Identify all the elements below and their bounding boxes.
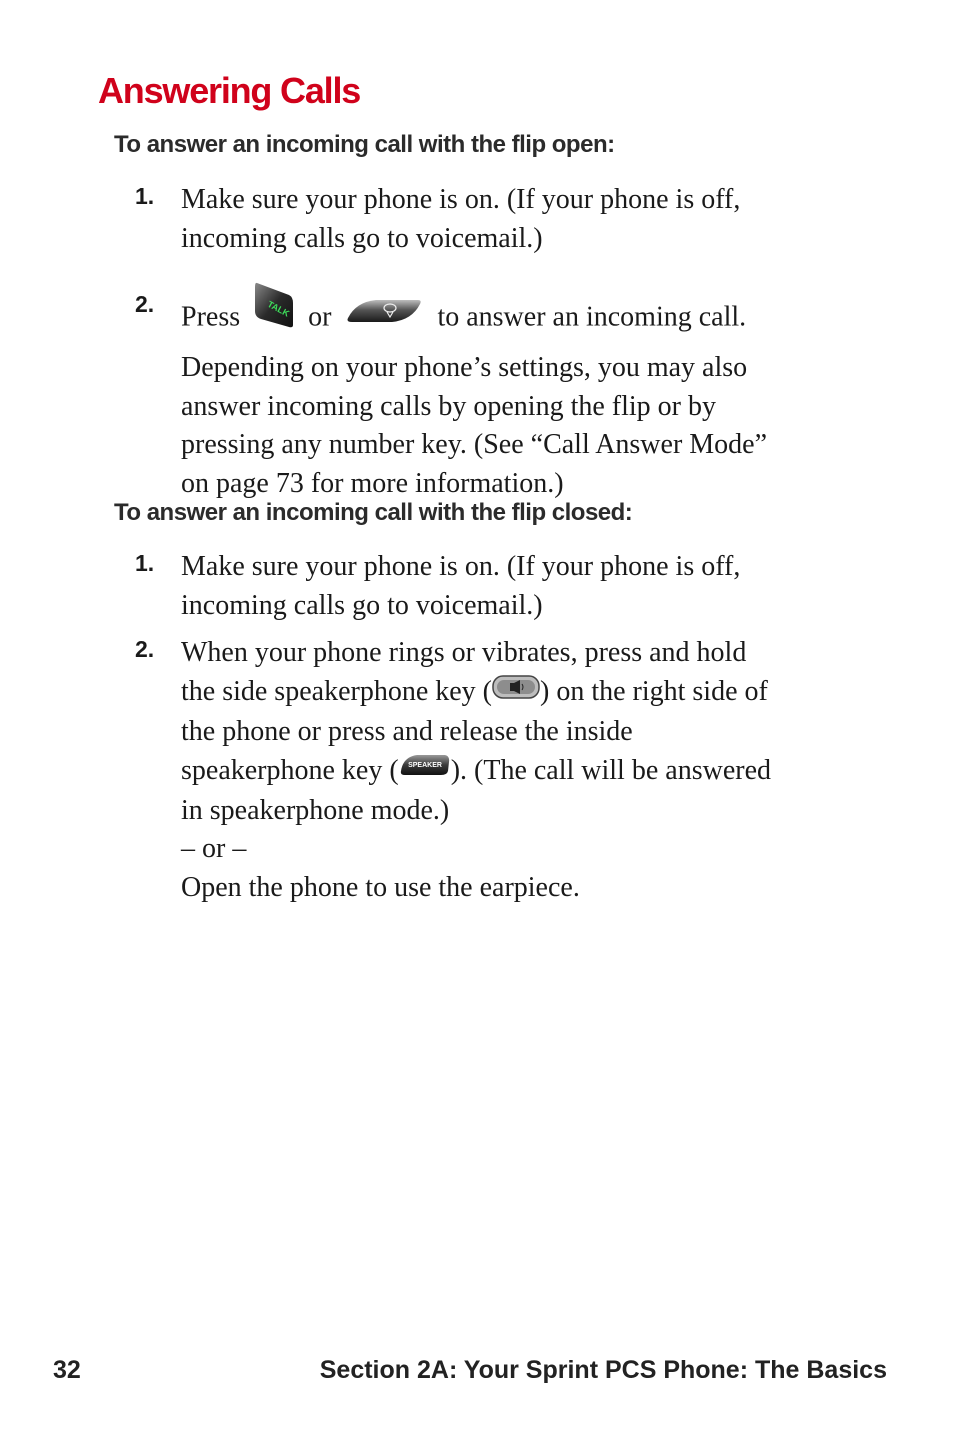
step-number: 1. bbox=[135, 183, 155, 209]
softkey-center-icon bbox=[346, 297, 422, 336]
text-line bbox=[181, 673, 881, 713]
page-title: Answering Calls bbox=[98, 70, 361, 111]
svg-text:TALK: TALK bbox=[265, 298, 292, 319]
step-number: 1. bbox=[135, 550, 155, 576]
step-text bbox=[181, 548, 881, 626]
text-segment: speakerphone key ( bbox=[181, 754, 399, 786]
svg-text:SPEAKER: SPEAKER bbox=[407, 761, 442, 769]
speaker-key-icon bbox=[399, 750, 451, 789]
text-line: – or – bbox=[181, 833, 247, 865]
step-text bbox=[181, 634, 881, 908]
text-segment: the side speakerphone key ( bbox=[181, 675, 492, 707]
text-line bbox=[181, 752, 881, 792]
step-text bbox=[181, 181, 881, 259]
text-segment: ). (The call will be answered bbox=[450, 754, 771, 786]
text-line: the phone or press and release the inside bbox=[181, 715, 633, 747]
text-press: Press bbox=[181, 301, 241, 333]
text-after: to answer an incoming call. bbox=[437, 301, 747, 333]
text-line: Make sure your phone is on. (If your phone is off, bbox=[181, 551, 741, 582]
talk-key-icon bbox=[253, 281, 295, 341]
section-title: Section 2A: Your Sprint PCS Phone: The Basics bbox=[319, 1356, 887, 1384]
text-line: on page 73 for more information.) bbox=[181, 468, 564, 500]
step-text bbox=[181, 289, 881, 504]
text-line: pressing any number key. (See “Call Answer Mode” bbox=[181, 429, 768, 461]
text-line: Open the phone to use the earpiece. bbox=[181, 872, 580, 904]
text-segment: ) on the right side of bbox=[540, 675, 768, 707]
text-line: Depending on your phone’s settings, you may also bbox=[181, 351, 748, 383]
text-line: Make sure your phone is on. (If your phone is off, bbox=[181, 184, 741, 215]
subheading-flip-closed: To answer an incoming call with the flip closed: bbox=[114, 499, 633, 526]
step-number: 2. bbox=[135, 636, 155, 662]
text-or: or bbox=[308, 301, 332, 333]
text-line: in speakerphone mode.) bbox=[181, 794, 450, 826]
text-line: When your phone rings or vibrates, press and hold bbox=[181, 637, 747, 668]
text-line: answer incoming calls by opening the flip or by bbox=[181, 390, 716, 422]
page-number: 32 bbox=[53, 1356, 81, 1384]
subheading-flip-open: To answer an incoming call with the flip open: bbox=[114, 131, 615, 158]
text-line bbox=[181, 289, 881, 349]
text-line: incoming calls go to voicemail.) bbox=[181, 589, 543, 621]
side-speakerphone-key-icon bbox=[492, 672, 540, 711]
text-line: incoming calls go to voicemail.) bbox=[181, 222, 543, 254]
step-number: 2. bbox=[135, 291, 155, 317]
